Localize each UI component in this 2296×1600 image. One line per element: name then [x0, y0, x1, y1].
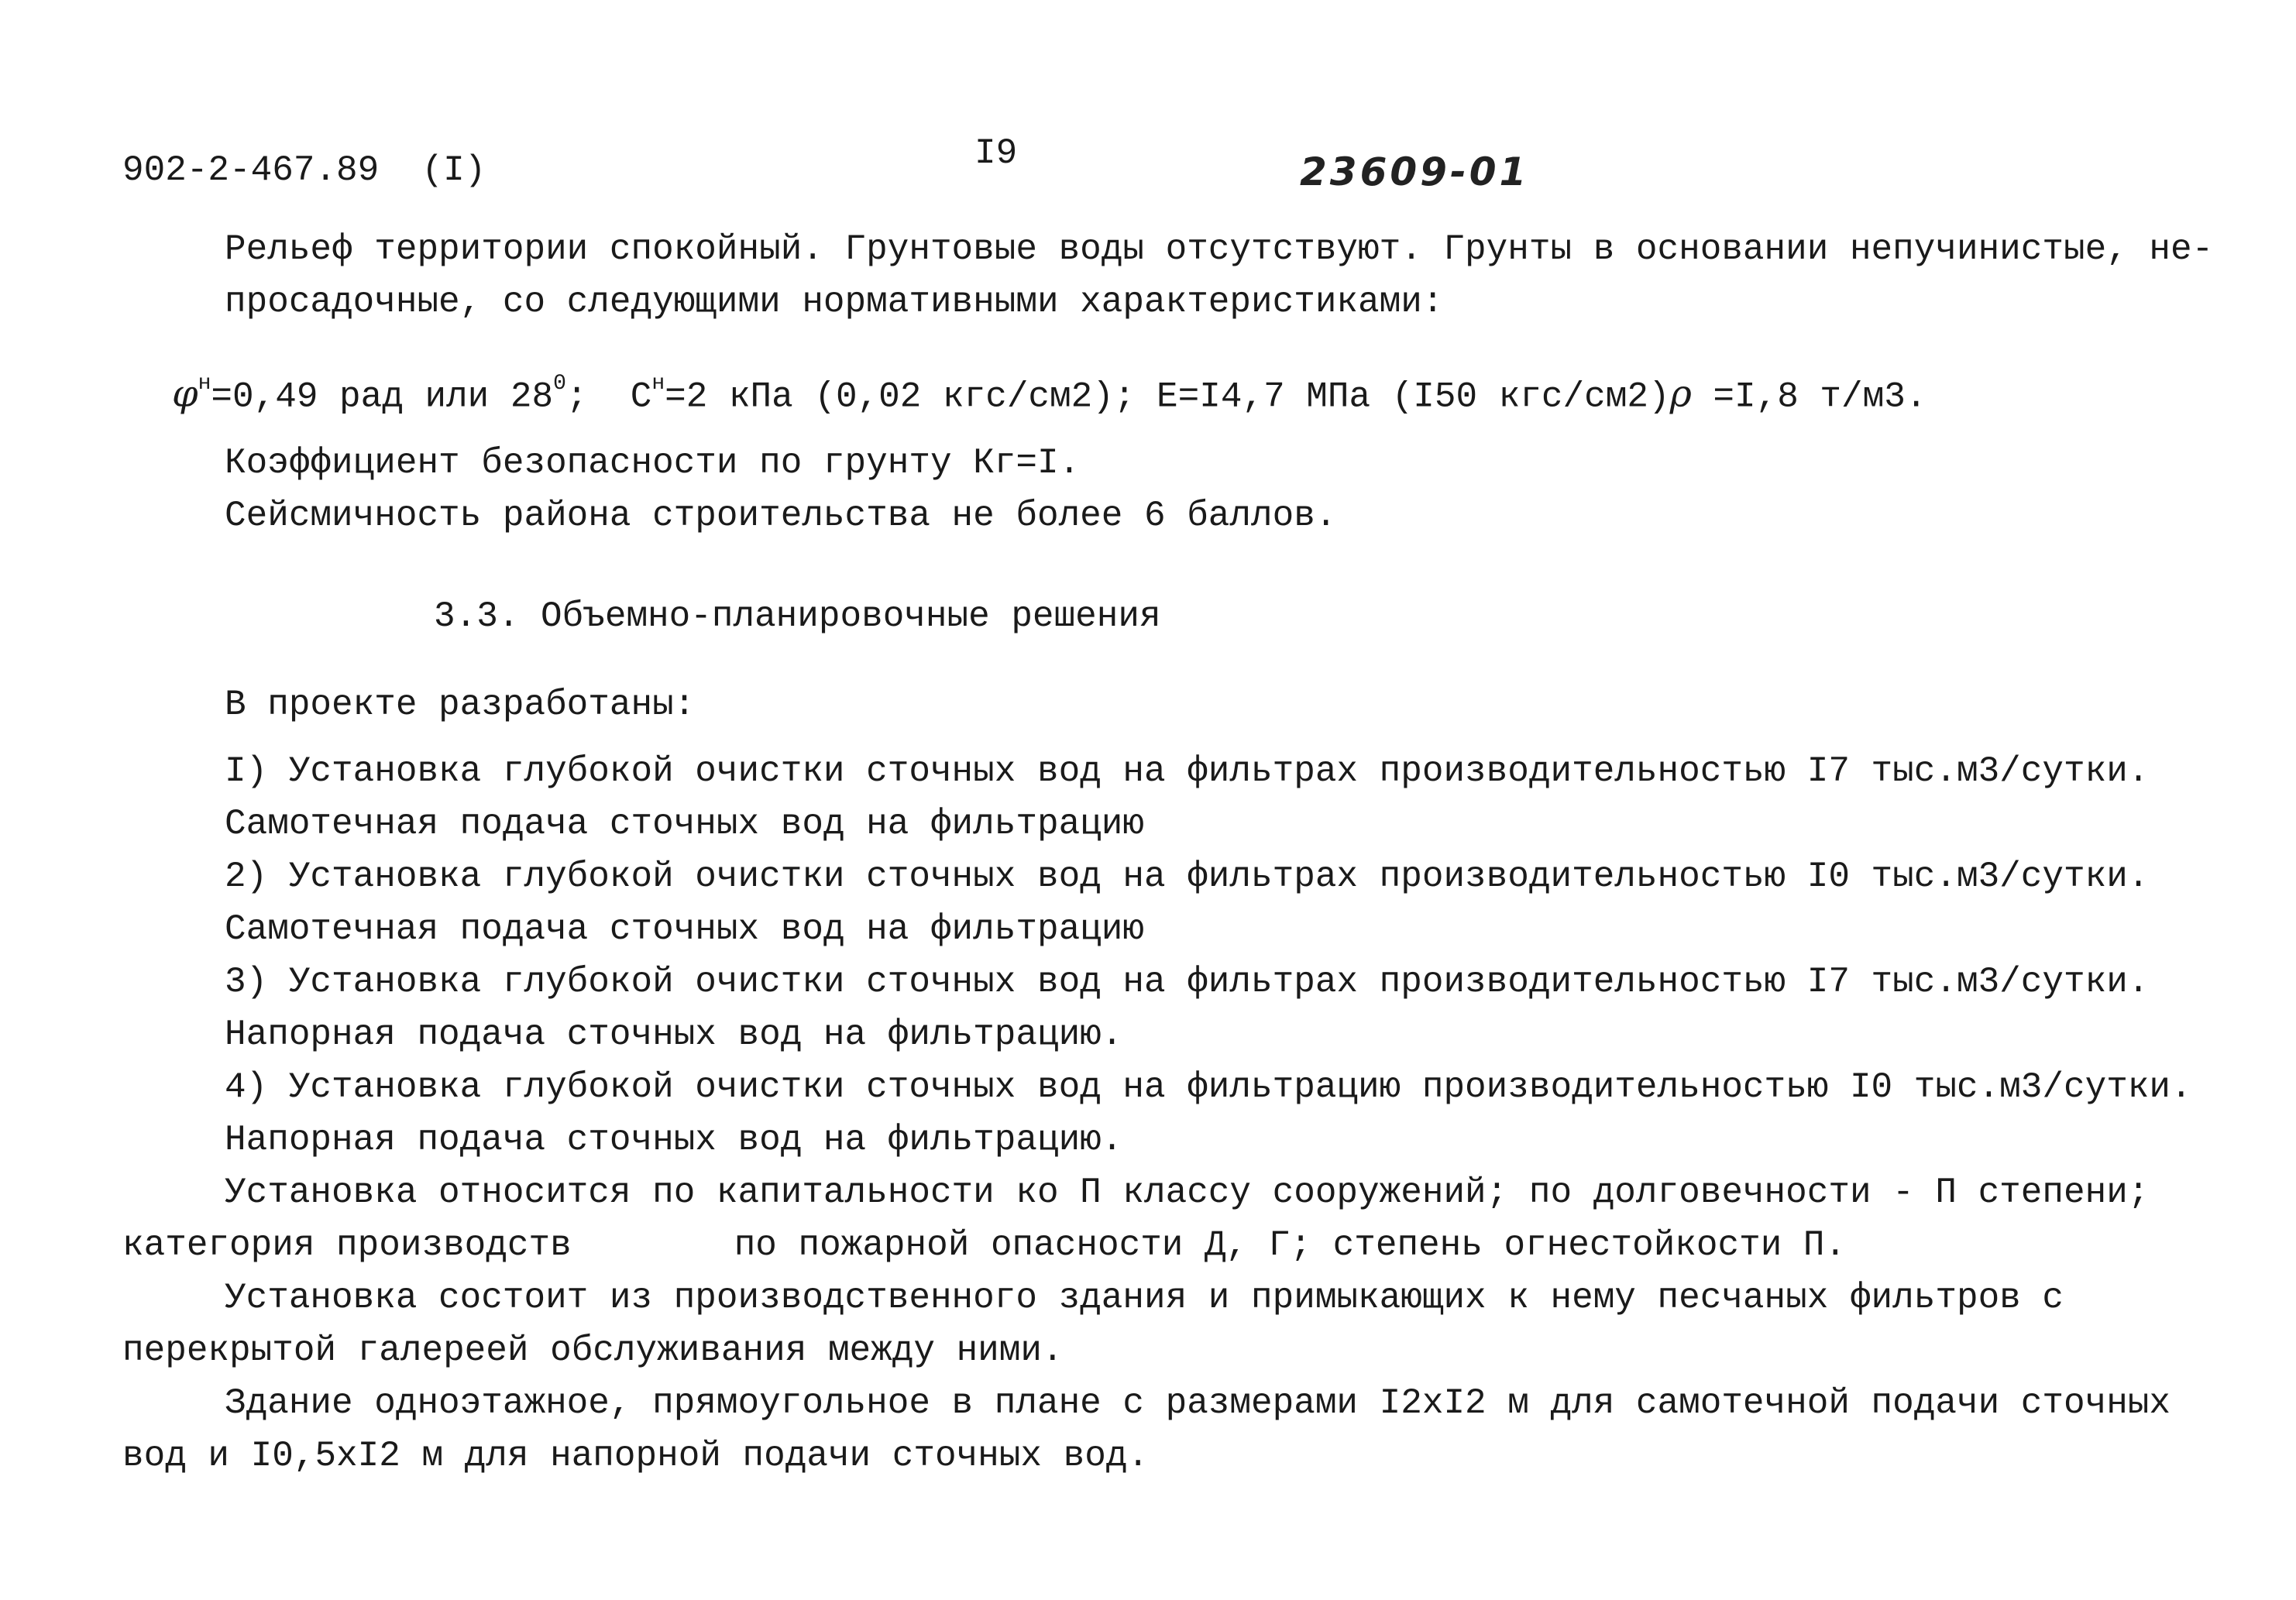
classification-line-1: Установка относится по капитальности ко П классу сооружений; по долговечности - П степени;	[225, 1173, 2150, 1213]
list-item-line-1: 4) Установка глубокой очистки сточных вод на фильтрацию производительностью I0 тыс.м3/сутки.	[225, 1067, 2192, 1107]
list-item-line-1: I) Установка глубокой очистки сточных вод на фильтрах производительностью I7 тыс.м3/сутки.	[225, 751, 2150, 791]
stamp-number: 23609-01	[1300, 149, 1530, 194]
list-item-line-2: Самотечная подача сточных вод на фильтрацию	[225, 804, 1144, 844]
rho-symbol: ρ	[1669, 372, 1692, 416]
list-item-line-2: Самотечная подача сточных вод на фильтрацию	[225, 909, 1144, 949]
phi-symbol: φ	[172, 372, 198, 416]
building-line-1: Здание одноэтажное, прямоугольное в плане с размерами I2хI2 м для самотечной подачи сточных	[225, 1383, 2171, 1423]
project-intro: В проекте разработаны:	[225, 685, 696, 725]
section-heading: 3.3. Объемно-планировочные решения	[434, 596, 1161, 637]
fire-hazard-text: по пожарной опасности Д, Г; степень огнестойкости П.	[734, 1225, 1847, 1265]
rho-value: =I,8 т/м3.	[1691, 376, 1927, 417]
header-doc-code: 902-2-467.89 (I)	[122, 150, 486, 191]
formula-separator: ; С	[565, 376, 652, 417]
degree-superscript: 0	[553, 372, 566, 396]
relief-line-2: просадочные, со следующими нормативными характеристиками:	[225, 282, 1444, 322]
c-value: =2 кПа (0,02 кгс/см2); Е=I4,7 МПа (I50 кгс/см2)	[665, 376, 1670, 417]
building-line-2: вод и I0,5хI2 м для напорной подачи сточных вод.	[122, 1436, 1150, 1476]
classification-line-2	[122, 1222, 1846, 1269]
soil-formula	[172, 366, 1927, 420]
list-item-line-1: 2) Установка глубокой очистки сточных вод на фильтрах производительностью I0 тыс.м3/сутки.	[225, 857, 2150, 897]
phi-superscript: н	[198, 372, 211, 396]
seismic-line: Сейсмичность района строительства не более 6 баллов.	[225, 496, 1337, 536]
phi-value: =0,49 рад или 28	[211, 376, 554, 417]
production-category-label: категория производств	[122, 1225, 572, 1265]
c-superscript: н	[651, 372, 665, 396]
composition-line-1: Установка состоит из производственного здания и примыкающих к нему песчаных фильтров с	[225, 1278, 2064, 1318]
relief-line-1: Рельеф территории спокойный. Грунтовые воды отсутствуют. Грунты в основании непучинистые, не-	[225, 229, 2214, 270]
list-item-line-1: 3) Установка глубокой очистки сточных вод на фильтрах производительностью I7 тыс.м3/сутки.	[225, 962, 2150, 1002]
list-item-line-2: Напорная подача сточных вод на фильтрацию.	[225, 1120, 1123, 1160]
composition-line-2: перекрытой галереей обслуживания между ними.	[122, 1330, 1064, 1371]
page-number: I9	[974, 133, 1018, 173]
list-item-line-2: Напорная подача сточных вод на фильтрацию.	[225, 1015, 1123, 1055]
safety-line: Коэффициент безопасности по грунту Кг=I.	[225, 443, 1081, 483]
